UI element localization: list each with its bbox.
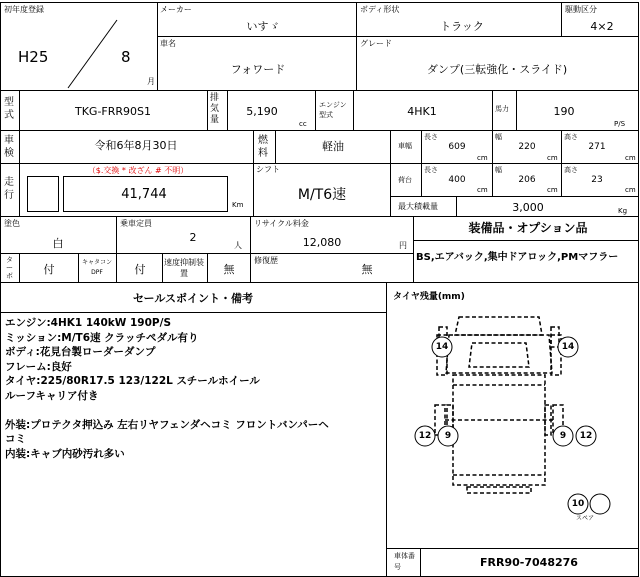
bed-width: 206: [518, 175, 536, 185]
mileage-value: 41,744: [121, 187, 167, 202]
repair-label: 修復歴: [254, 256, 278, 265]
carname-value: フォワード: [230, 63, 286, 76]
max-load-value: 3,000: [512, 201, 544, 214]
tire-rear-right-outer: 12: [579, 431, 593, 441]
sales-line: エンジン:4HK1 140kW 190P/S: [5, 317, 172, 329]
sales-line: ミッション:M/T6速 クラッチペダル有り: [5, 331, 199, 344]
shift-value: M/T6速: [297, 187, 347, 203]
month-unit: 月: [147, 77, 155, 86]
dpf-value: 付: [134, 263, 146, 276]
sales-line: ボディ:花見台製ローダーダンプ: [5, 346, 156, 358]
truck-tire-diagram: [387, 305, 637, 545]
recycle-label: リサイクル料金: [254, 219, 309, 228]
speed-limiter-label: 速度抑制装置: [164, 258, 204, 278]
drive-label: 駆動区分: [565, 5, 597, 14]
sales-line: コミ: [5, 433, 26, 445]
cabin-width-unit: cm: [547, 154, 558, 162]
bed-height: 23: [591, 175, 603, 185]
sales-line: タイヤ:225/80R17.5 123/122L スチールホイール: [5, 375, 260, 387]
displacement-value: 5,190: [246, 105, 278, 118]
equipment-list: BS,エアバック,集中ドアロック,PMマフラー: [416, 252, 619, 263]
carname-label: 車名: [160, 39, 176, 48]
first-reg-era: H25: [18, 48, 49, 66]
grade-label: グレード: [360, 39, 392, 48]
maker-label: メーカー: [160, 5, 192, 14]
turbo-label: ターボ: [6, 256, 13, 280]
max-load-label: 最大積載量: [398, 202, 438, 211]
engine-type-label: エンジン型式: [319, 101, 347, 119]
body-value: トラック: [440, 20, 484, 33]
fuel-value: 軽油: [322, 140, 344, 153]
equipment-title: 装備品・オプション品: [468, 221, 588, 235]
bed-length-label: 長さ: [424, 166, 438, 174]
recycle-value: 12,080: [302, 236, 342, 249]
tire-spare: 10: [571, 499, 585, 509]
sales-line: [5, 402, 329, 417]
displacement-unit: cc: [299, 120, 307, 128]
chassis-number: FRR90-7048276: [480, 556, 578, 569]
horsepower-value: 190: [553, 105, 575, 118]
seats-label: 乗車定員: [120, 219, 152, 228]
recycle-unit: 円: [399, 241, 407, 250]
type-value: TKG-FRR90S1: [74, 105, 152, 118]
drive-value: 4×2: [590, 20, 614, 33]
type-label: 型式: [4, 97, 14, 121]
bed-width-unit: cm: [547, 186, 558, 194]
max-load-unit: Kg: [618, 207, 628, 215]
sales-notes: [5, 315, 329, 460]
bed-label: 荷台: [398, 176, 412, 184]
tire-rear-right-inner: 9: [559, 431, 567, 441]
cabin-length: 609: [448, 142, 466, 152]
turbo-value: 付: [43, 263, 55, 276]
cabin-height: 271: [588, 142, 606, 152]
bed-length: 400: [448, 175, 466, 185]
cabin-length-label: 長さ: [424, 133, 438, 141]
tire-rear-left-outer: 12: [418, 431, 432, 441]
bed-width-label: 幅: [495, 166, 502, 174]
seats-unit: 人: [234, 241, 242, 250]
bed-height-label: 高さ: [564, 166, 578, 174]
first-reg-month: 8: [121, 48, 131, 66]
chassis-label: 車体番号: [394, 552, 415, 571]
cabin-label: 車幅: [398, 142, 412, 150]
cabin-length-unit: cm: [477, 154, 488, 162]
cabin-height-unit: cm: [625, 154, 636, 162]
shift-label: シフト: [256, 165, 280, 174]
engine-type-value: 4HK1: [407, 105, 437, 118]
sales-line: 外装:プロテクタ押込み 左右リヤフェンダヘコミ フロントバンパーヘ: [5, 418, 329, 431]
tire-title: タイヤ残量(mm): [393, 292, 465, 302]
bed-length-unit: cm: [477, 186, 488, 194]
maker-value: いすゞ: [246, 20, 280, 33]
color-value: 白: [52, 237, 64, 250]
color-label: 塗色: [4, 219, 20, 228]
spare-label: スペア: [575, 515, 595, 522]
mileage-flag-box: [27, 176, 59, 212]
mileage-unit: Km: [232, 201, 244, 209]
sales-title: セールスポイント・備考: [132, 292, 254, 305]
fuel-label: 燃料: [258, 135, 268, 159]
seats-value: 2: [189, 231, 197, 244]
inspection-label: 車検: [4, 135, 14, 159]
body-label: ボディ形状: [360, 5, 400, 14]
repair-value: 無: [361, 263, 373, 276]
dpf-label: キャタコンDPF: [81, 259, 112, 276]
speed-limiter-value: 無: [223, 263, 235, 276]
mileage-note: （$.交換 * 改ざん # 不明）: [87, 166, 189, 175]
bed-height-unit: cm: [625, 186, 636, 194]
cabin-width: 220: [518, 142, 536, 152]
cabin-height-label: 高さ: [564, 133, 578, 141]
horsepower-label: 馬力: [495, 105, 509, 113]
sales-line: フレーム:良好: [5, 360, 72, 373]
cabin-width-label: 幅: [495, 133, 502, 141]
sales-line: 内装:キャブ内砂汚れ多い: [5, 447, 125, 460]
inspection-value: 令和6年8月30日: [94, 139, 178, 152]
displacement-label: 排気量: [210, 93, 220, 125]
first-reg-label: 初年度登録: [4, 5, 44, 14]
mileage-label: 走行: [4, 177, 14, 201]
tire-front-right: 14: [561, 342, 575, 352]
tire-rear-left-inner: 9: [444, 431, 452, 441]
horsepower-unit: P/S: [614, 120, 626, 128]
sales-line: ルーフキャリア付き: [5, 389, 99, 402]
grade-value: ダンプ(三転強化・スライド): [426, 63, 568, 76]
tire-front-left: 14: [435, 342, 449, 352]
